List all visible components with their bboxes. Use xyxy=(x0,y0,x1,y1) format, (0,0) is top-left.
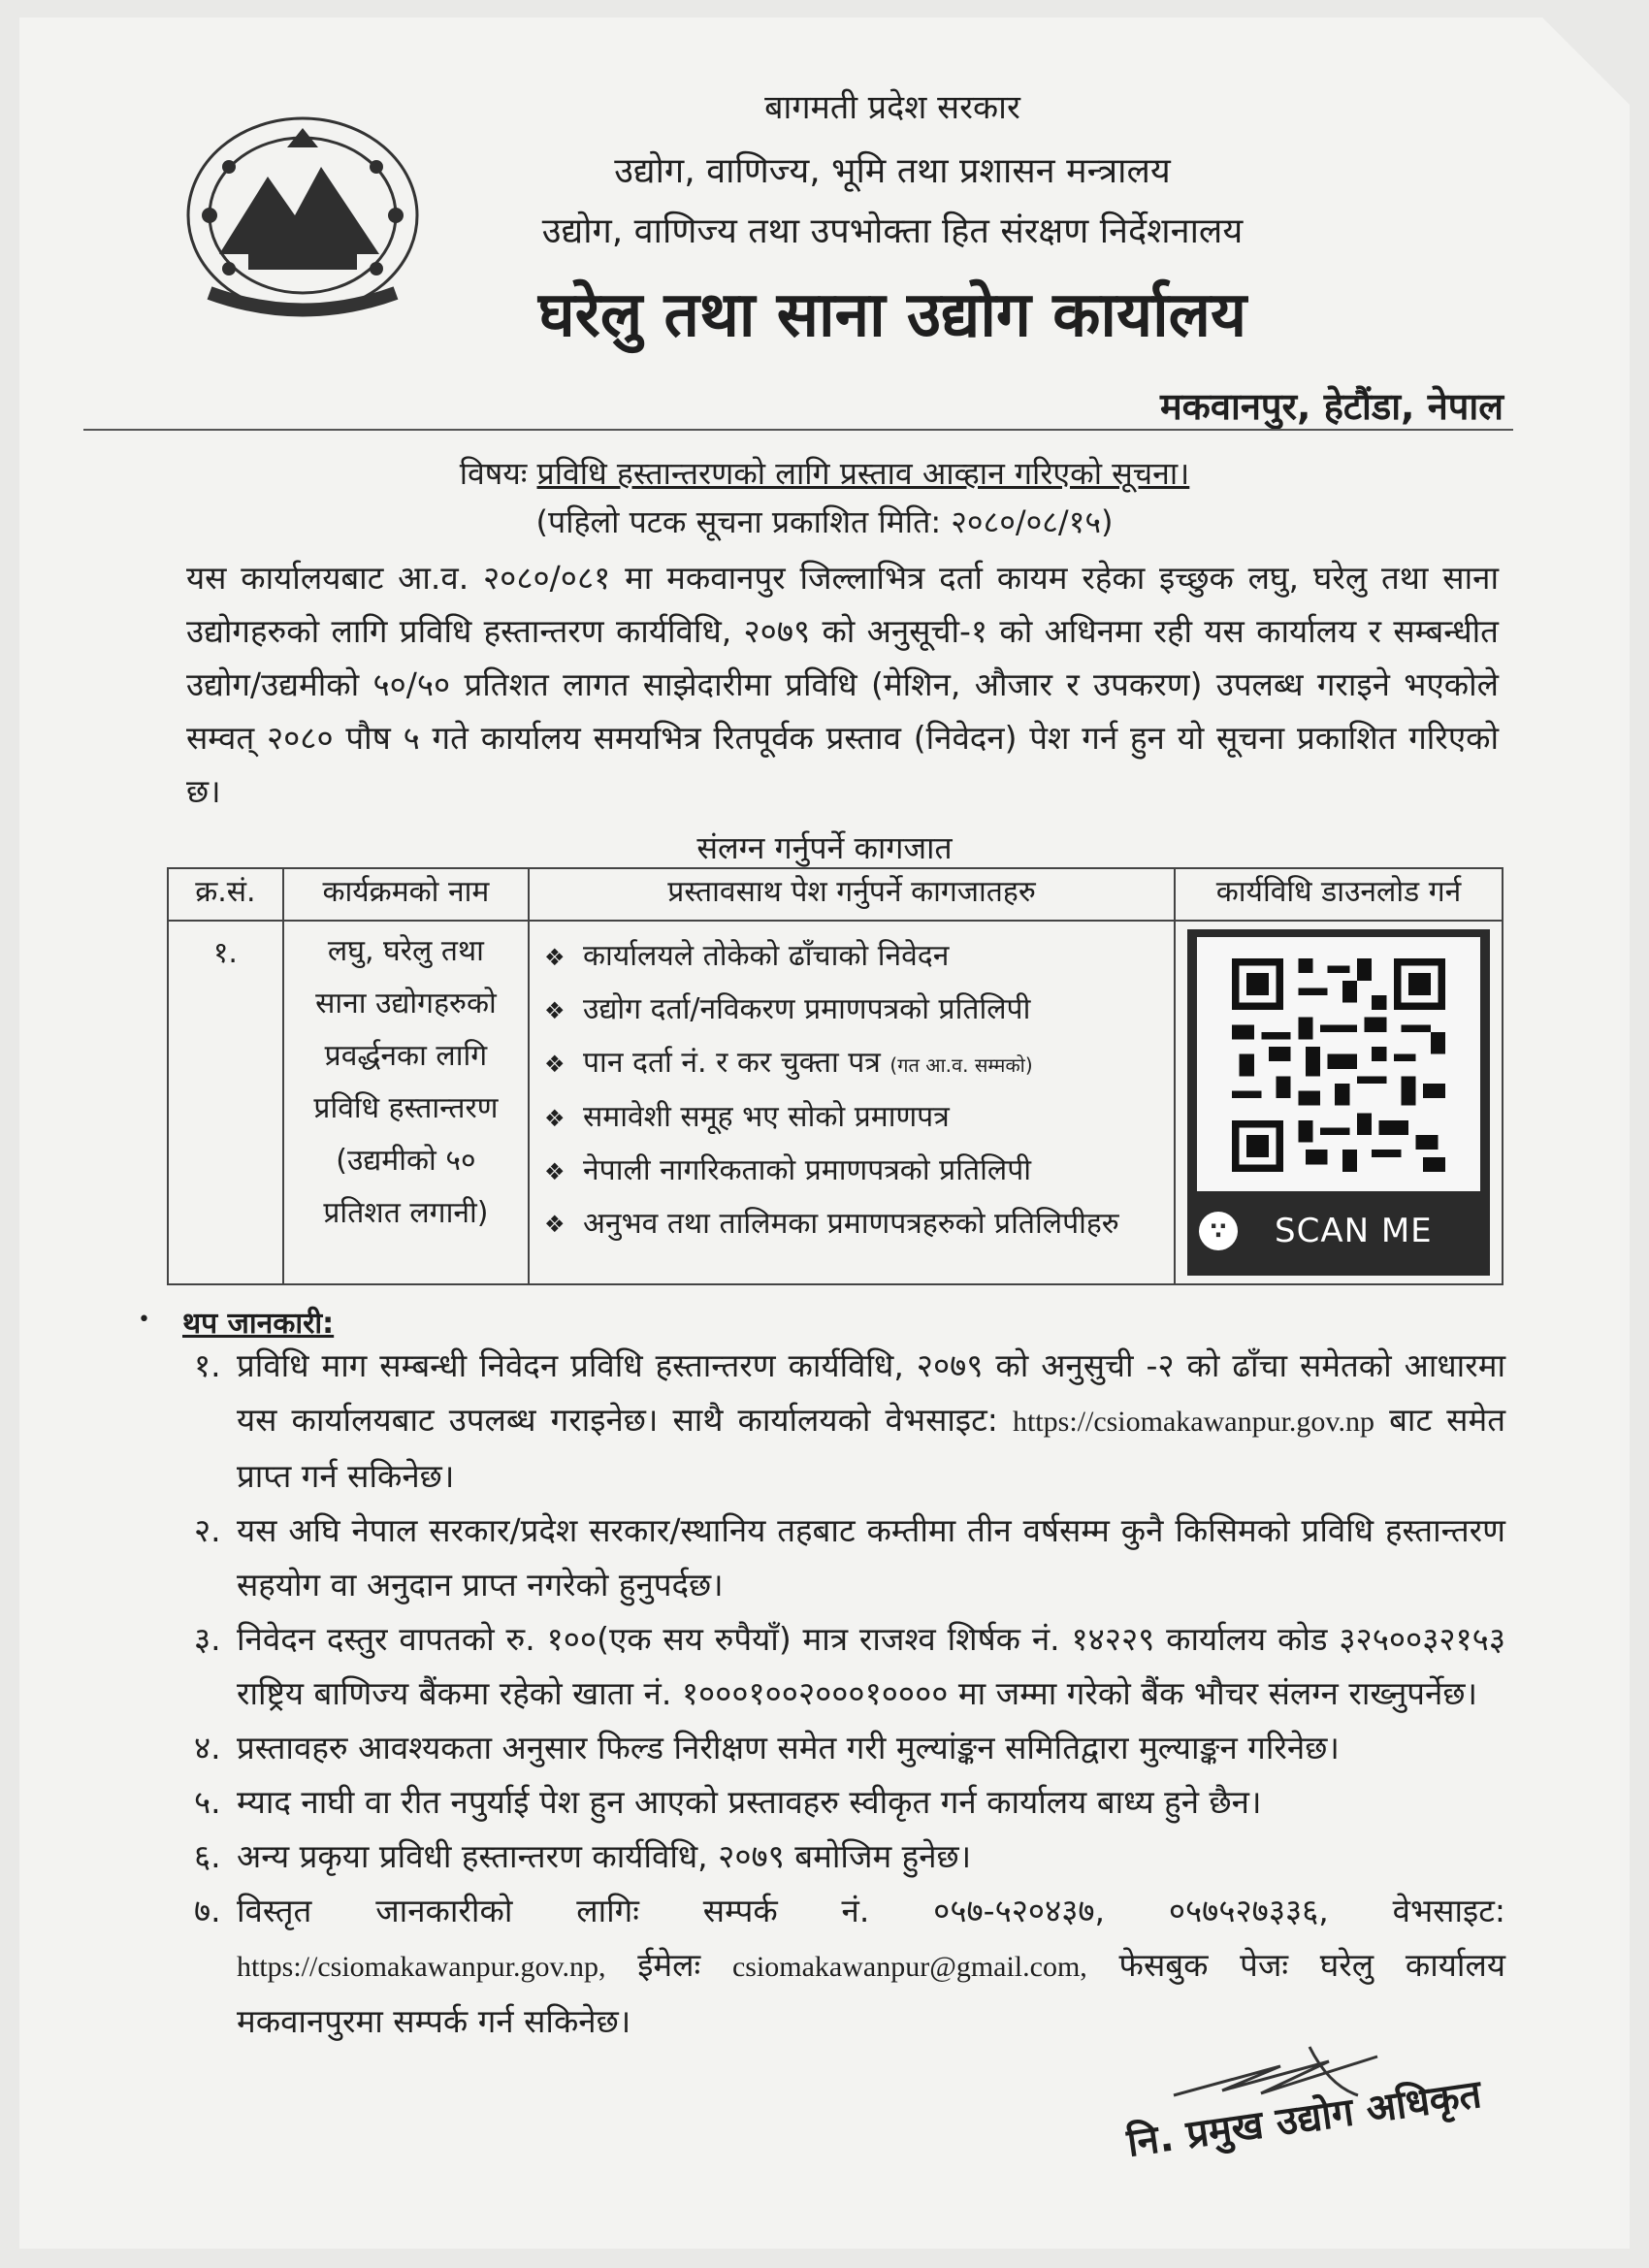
document-note: (गत आ.व. सम्मको) xyxy=(889,1053,1033,1077)
header-divider xyxy=(83,429,1513,431)
list-item: ४. प्रस्तावहरु आवश्यकता अनुसार फिल्ड निरीक्षण समेत गरी मुल्यांङ्कन समितिद्वारा मुल्याङ्कन गरिनेछ। xyxy=(194,1729,1340,1766)
notice-body: यस कार्यालयबाट आ.व. २०८०/०८१ मा मकवानपुर जिल्लाभित्र दर्ता कायम रहेका इच्छुक लघु, घरेलु तथा साना उद्योगहरुको लागि प्रविधि हस्तान्तरण कार्यविधि, २०७९ को अनुसूची-१ को अधिनमा रही यस कार्यालय र सम्बन्धीत उद्योग/उद्यमीको ५०/५० प्रतिशत लागत साझेदारीमा प्रविधि (मेशिन, औजार र उपकरण) उपलब्ध गराइने भएकोले सम्वत् २०८० पौष ५ गते कार्यालय समयभित्र रितपूर्वक प्रस्ताव (निवेदन) पेश गर्न हुन यो सूचना प्रकाशित गरिएको छ। xyxy=(186,559,1499,810)
website-link[interactable]: https://csiomakawanpur.gov.np xyxy=(1012,1406,1374,1438)
email-link[interactable]: csiomakawanpur@gmail.com, xyxy=(731,1951,1087,1983)
list-item: ❖ अनुभव तथा तालिमका प्रमाणपत्रहरुको प्रतिलिपीहरु xyxy=(544,1198,1173,1250)
province-government: बागमती प्रदेश सरकार xyxy=(764,88,1020,127)
folded-corner xyxy=(1542,17,1630,105)
header-download: कार्यविधि डाउनलोड गर्न xyxy=(1175,868,1503,921)
list-item: ५. म्याद नाघी वा रीत नपुर्याई पेश हुन आएको प्रस्तावहरु स्वीकृत गर्न कार्यालय बाध्य हुने छैन। xyxy=(194,1783,1262,1821)
documents-heading: संलग्न गर्नुपर्ने कागजात xyxy=(696,829,953,866)
qr-code-icon xyxy=(1226,958,1451,1172)
list-item: ❖ कार्यालयले तोकेको ढाँचाको निवेदन xyxy=(544,930,1173,984)
list-item: ३. निवेदन दस्तुर वापतको रु. १००(एक सय रुपैयाँ) मात्र राजश्व शिर्षक नं. १४२२९ कार्यालय कोड ३२५००३२१५३ राष्ट्रिय बाणिज्य बैंकमा रहेको खाता नं. १०००१००२०००१०००० मा जम्मा गरेको बैंक भौचर संलग्न राख्नुपर्नेछ। xyxy=(194,1620,1505,1712)
office-name: घरेलु तथा साना उद्योग कार्यालय xyxy=(537,279,1247,351)
bullet-icon: ❖ xyxy=(544,944,566,971)
bullet-icon: ❖ xyxy=(544,1051,566,1078)
list-item: ❖ उद्योग दर्ता/नविकरण प्रमाणपत्रको प्रतिलिपी xyxy=(544,984,1173,1037)
bullet-icon: ❖ xyxy=(544,1158,566,1185)
website-link[interactable]: https://csiomakawanpur.gov.np, xyxy=(237,1951,606,1983)
header-program: कार्यक्रमको नाम xyxy=(283,868,529,921)
list-item: ❖ समावेशी समूह भए सोको प्रमाणपत्र xyxy=(544,1091,1173,1145)
header-documents: प्रस्तावसाथ पेश गर्नुपर्ने कागजातहरु xyxy=(529,868,1175,921)
directorate-name: उद्योग, वाणिज्य तथा उपभोक्ता हित संरक्षण निर्देशनालय xyxy=(541,211,1244,251)
list-item: ७. विस्तृत जानकारीको लागिः सम्पर्क नं. ०५७-५२०४३७, ०५७५२७३३६, वेभसाइट: https://csiomakawanpur.gov.np, ईमेलः csiomakawanpur@gmail.com, फेसबुक पेजः घरेलु कार्यालय मकवानपुरमा सम्पर्क गर्न सकिनेछ। xyxy=(194,1892,1505,2040)
program-line: साना उद्योगहरुको xyxy=(315,987,497,1021)
more-info-list xyxy=(194,1339,1505,2049)
list-item: ६. अन्य प्रकृया प्रविधी हस्तान्तरण कार्यविधि, २०७९ बमोजिम हुनेछ। xyxy=(194,1837,972,1875)
publish-date: (पहिलो पटक सूचना प्रकाशित मिति: २०८०/०८/१५) xyxy=(535,503,1114,540)
program-line: प्रतिशत लगानी) xyxy=(323,1196,489,1230)
list-item: ❖ पान दर्ता नं. र कर चुक्ता पत्र (गत आ.व. सम्मको) xyxy=(544,1037,1173,1091)
scan-me-label: ∵ SCAN ME xyxy=(1187,1212,1490,1260)
list-item: २. यस अघि नेपाल सरकार/प्रदेश सरकार/स्थानिय तहबाट कम्तीमा तीन वर्षसम्म कुनै किसिमको प्रविधि हस्तान्तरण सहयोग वा अनुदान प्राप्त नगरेको हुनुपर्दछ। xyxy=(194,1511,1505,1604)
office-address: मकवानपुर, हेटौंडा, नेपाल xyxy=(1159,385,1504,428)
documents-list xyxy=(531,923,1173,1250)
ministry-name: उद्योग, वाणिज्य, भूमि तथा प्रशासन मन्त्रालय xyxy=(614,151,1171,191)
more-info-label: थप जानकारी: xyxy=(182,1307,335,1341)
notice-subject xyxy=(0,452,1649,494)
row-sn: १. xyxy=(168,921,283,1284)
nepal-emblem-icon xyxy=(180,109,425,328)
row-download xyxy=(1175,921,1503,1284)
table-row xyxy=(168,921,1503,1284)
bullet-icon: ❖ xyxy=(544,997,566,1024)
bullet-icon: • xyxy=(138,1308,150,1332)
subject-text: प्रविधि हस्तान्तरणको लागि प्रस्ताव आव्हान गरिएको सूचना। xyxy=(536,455,1190,492)
qr-code-card[interactable] xyxy=(1187,929,1490,1276)
subject-prefix: विषयः xyxy=(459,455,528,492)
table-header-row xyxy=(168,868,1503,921)
program-line: (उद्यमीको ५० xyxy=(336,1144,476,1178)
row-program xyxy=(283,921,529,1284)
program-line: प्रवर्द्धनका लागि xyxy=(324,1039,488,1073)
header-sn: क्र.सं. xyxy=(168,868,283,921)
program-line: प्रविधि हस्तान्तरण xyxy=(313,1091,499,1125)
pdf-icon: ∵ xyxy=(1199,1212,1238,1250)
qr-code[interactable] xyxy=(1197,937,1480,1191)
list-item: १. प्रविधि माग सम्बन्धी निवेदन प्रविधि हस्तान्तरण कार्यविधि, २०७९ को अनुसुची -२ को ढाँचा समेतको आधारमा यस कार्यालयबाट उपलब्ध गराइनेछ। साथै कार्यालयको वेभसाइट: https://csiomakawanpur.gov.np बाट समेत प्राप्त गर्न सकिनेछ। xyxy=(194,1346,1506,1495)
program-line: लघु, घरेलु तथा xyxy=(327,934,484,968)
bullet-icon: ❖ xyxy=(544,1105,566,1132)
documents-table xyxy=(167,867,1504,1285)
bullet-icon: ❖ xyxy=(544,1211,566,1238)
signatory-title: नि. प्रमुख उद्योग अधिकृत xyxy=(1124,2071,1484,2166)
list-item: ❖ नेपाली नागरिकताको प्रमाणपत्रको प्रतिलिपी xyxy=(544,1145,1173,1198)
row-documents xyxy=(529,921,1175,1284)
